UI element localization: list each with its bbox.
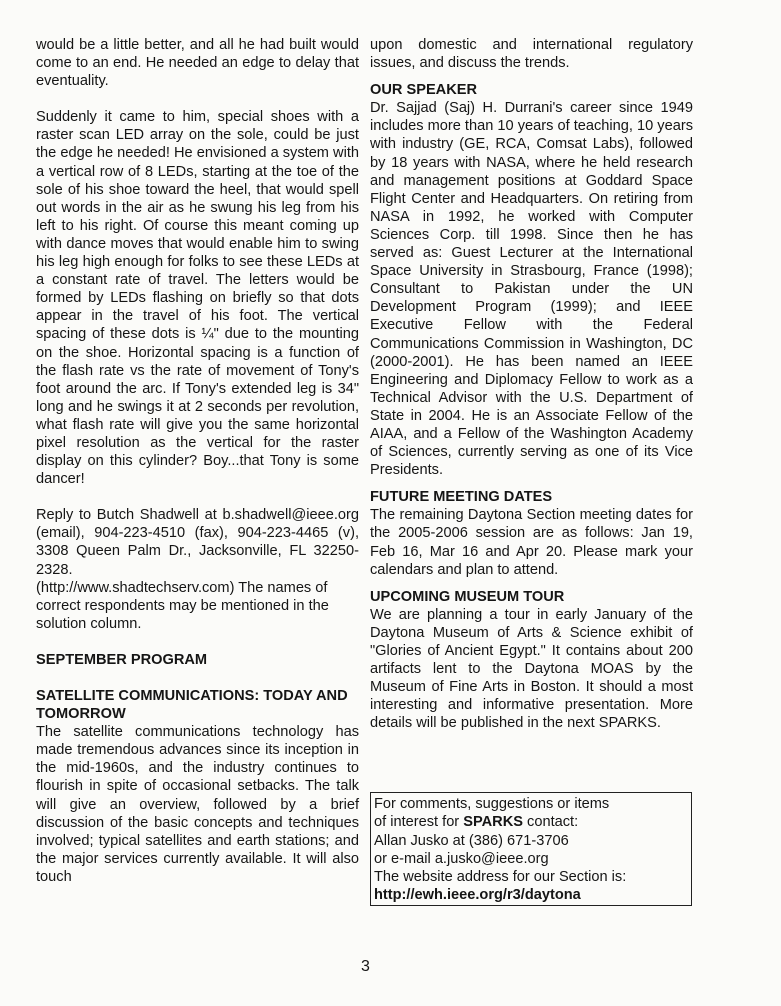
speaker-bio-paragraph: Dr. Sajjad (Saj) H. Durrani's career since 1949 includes more than 10 years of teaching, 10 years with industry (GE, RCA, Comsat Labs), followed by 18 years with NASA, where he held research and management positions at Goddard Space Flight Center and Headquarters. On retiring from NASA in 1992, he worked with Computer Sciences Corp. till 1998. Since then he has served as: Guest Lecturer at the International Space University in Strasbourg, France (1998); Consultant to Pakistan under the UN Development Program (1999); and IEEE Executive Fellow with the Federal Communications Commission in Washington, DC (2000-2001). He has been named an IEEE Engineering and Diplomacy Fellow to work as a Technical Advisor with the U.S. Department of State in 2004. He is an Associate Fellow of the AIAA, and a Fellow of the Washington Academy of Sciences, currently serving as one of its Vice Presidents.: [370, 100, 693, 479]
infobox-line-3: Allan Jusko at (386) 671-3706: [374, 832, 569, 849]
puzzle-description-paragraph: Suddenly it came to him, special shoes with a raster scan LED array on the sole, could be just the edge he needed! He envisioned a system with a vertical row of 8 LEDs, starting at the toe of the sole of his shoe toward the heel, that would spell out words in the air as he swung his leg from his left to his right. Of course this meant coming up with dance moves that would enable him to swing his leg high enough for folks to see these LEDs at a constant rate of travel. The letters would be formed by LEDs flashing on briefly so that dots appear in the travel of his foot. The vertical spacing of these dots is ¼" due to the mounting on the shoe. Horizontal spacing is a function of the flash rate vs the rate of movement of Tony's foot around the arc. If Tony's extended leg is 34" long and he swings it at 2 seconds per revolution, what flash rate will give you the same horizontal pixel resolution as the vertical for the raster display on this cylinder? Boy...that Tony is some dancer!: [36, 109, 359, 488]
infobox-email-line: or e-mail a.jusko@ieee.org: [374, 850, 549, 867]
infobox-line-2-suffix: contact:: [522, 814, 579, 831]
left-column: [36, 36, 359, 886]
respondents-paragraph: (http://www.shadtechserv.com) The names of correct respondents may be mentioned in the solution column.: [36, 579, 329, 632]
regulatory-paragraph: upon domestic and international regulatory issues, and discuss the trends.: [370, 37, 693, 72]
reply-contact-paragraph: Reply to Butch Shadwell at b.shadwell@ieee.org (email), 904-223-4510 (fax), 904-223-4465 (v), 3308 Queen Palm Dr., Jacksonville, FL 32250-2328.: [36, 507, 359, 578]
sparks-name: SPARKS: [463, 814, 523, 831]
infobox-line-2: [374, 813, 688, 831]
right-column: [370, 36, 693, 732]
contact-info-box: [370, 792, 692, 906]
puzzle-intro-paragraph: would be a little better, and all he had built would come to an end. He needed an edge to delay that eventuality.: [36, 37, 359, 90]
page-number: 3: [361, 958, 370, 975]
satellite-talk-paragraph: The satellite communications technology has made tremendous advances since its inception in the mid-1960s, and the industry continues to flourish in spite of occasional setbacks. The talk will give an overview, followed by a brief discussion of the basic concepts and techniques involved; typical satellites and earth stations; and the major services currently available. It will also touch: [36, 724, 359, 885]
infobox-line-5: The website address for our Section is:: [374, 869, 627, 886]
september-program-heading: SEPTEMBER PROGRAM: [36, 651, 208, 668]
section-website-link[interactable]: http://ewh.ieee.org/r3/daytona: [374, 887, 581, 904]
satellite-talk-heading: SATELLITE COMMUNICATIONS: TODAY AND TOMORROW: [36, 688, 348, 723]
museum-tour-heading: UPCOMING MUSEUM TOUR: [370, 588, 565, 605]
infobox-line-2-prefix: of interest for: [374, 814, 464, 831]
museum-tour-paragraph: We are planning a tour in early January of the Daytona Museum of Arts & Science exhibit of "Glories of Ancient Egypt." It contains about 200 artifacts lent to the Daytona MOAS by the Museum of Fine Arts in Boston. It should a most interesting and informative presentation. More details will be published in the next SPARKS.: [370, 606, 693, 732]
our-speaker-heading: OUR SPEAKER: [370, 82, 478, 99]
infobox-line-1: For comments, suggestions or items: [374, 796, 610, 812]
future-meetings-heading: FUTURE MEETING DATES: [370, 489, 553, 506]
future-meetings-paragraph: The remaining Daytona Section meeting dates for the 2005-2006 session are as follows: Jan 19, Feb 16, Mar 16 and Apr 20. Please mark your calendars and plan to attend.: [370, 507, 693, 578]
